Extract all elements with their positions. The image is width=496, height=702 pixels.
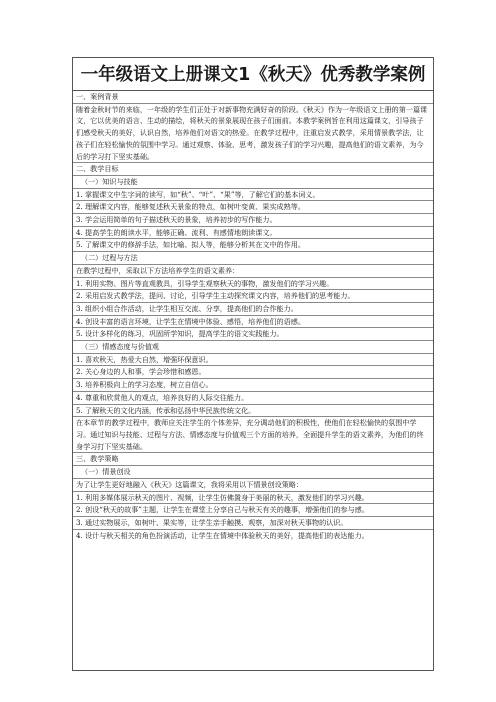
paragraph-row: 3. 学会运用简单的句子描述秋天的景象，培养初步的写作能力。	[73, 214, 433, 227]
paragraph-row: 在教学过程中，采取以下方法培养学生的语文素养：	[73, 265, 433, 278]
section-heading: 一、案例背景	[73, 91, 433, 104]
paragraph-row: 在本章节的教学过程中，教师应关注学生的个体差异，充分调动他们的积极性，使他们在轻松愉快的氛围中学习。通过知识与技能、过程与方法、情感态度与价值观三个方面的培养，全面提升学生的语文素养，为他们的终身学习打下坚实基础。	[73, 417, 433, 453]
paragraph-row: 3. 培养积极向上的学习态度，树立自信心。	[73, 379, 433, 392]
paragraph-row: 2. 创设“秋天的故事”主题，让学生在课堂上分享自己与秋天有关的趣事，增强他们的参与感。	[73, 504, 433, 517]
subsection-heading: （三）情感态度与价值观	[73, 341, 433, 354]
paragraph-row: 5. 设计多样化的练习，巩固所学知识，提高学生的语文实践能力。	[73, 328, 433, 341]
paragraph-row: 3. 组织小组合作活动，让学生相互交流、分享，提高他们的合作能力。	[73, 303, 433, 316]
paragraph-row: 随着金秋时节的来临，一年级的学生们正处于对新事物充满好奇的阶段。《秋天》作为一年级语文上册的第一篇课文，它以优美的语言、生动的描绘，将秋天的景象展现在孩子们面前。本教学案例旨在利用这篇课文，引导孩子们感受秋天的美好，认识自然，培养他们对语文的热爱。在教学过程中，注重启发式教学，采用情景教学法，让孩子们在轻松愉快的氛围中学习。通过观察、体验、思考，激发孩子们的学习兴趣，提高他们的语文素养，为今后的学习打下坚实基础。	[73, 104, 433, 164]
section-heading: 三、教学策略	[73, 453, 433, 466]
document-page	[72, 57, 434, 671]
document-title: 一年级语文上册课文1《秋天》优秀教学案例	[73, 58, 433, 91]
paragraph-row: 为了让学生更好地融入《秋天》这篇课文，我将采用以下情景创设策略：	[73, 479, 433, 492]
subsection-heading: （一）知识与技能	[73, 176, 433, 189]
subsection-heading: （一）情景创设	[73, 466, 433, 479]
paragraph-row: 1. 掌握课文中生字词的读写，如“秋”、“叶”、“果”等，了解它们的基本词义。	[73, 189, 433, 202]
subsection-heading: （二）过程与方法	[73, 252, 433, 265]
paragraph-row: 4. 设计与秋天相关的角色扮演活动，让学生在情境中体验秋天的美好，提高他们的表达能力。	[76, 530, 369, 540]
paragraph-row: 2. 采用启发式教学法，提问、讨论，引导学生主动探究课文内容，培养他们的思考能力。	[73, 290, 433, 303]
paragraph-row: 2. 理解课文内容，能够复述秋天景象的特点，如树叶变黄、果实成熟等。	[73, 201, 433, 214]
paragraph-row: 1. 利用实物、图片等直观教具，引导学生观察秋天的事物，激发他们的学习兴趣。	[73, 278, 433, 291]
paragraph-row: 5. 了解秋天的文化内涵，传承和弘扬中华民族传统文化。	[73, 405, 433, 418]
paragraph-row: 1. 喜欢秋天，热爱大自然，增强环保意识。	[73, 354, 433, 367]
document-body	[73, 91, 433, 541]
paragraph-row: 5. 了解课文中的修辞手法，如比喻、拟人等，能够分析其在文中的作用。	[73, 239, 433, 252]
paragraph-row: 4. 提高学生的朗读水平，能够正确、流利、有感情地朗读课文。	[73, 227, 433, 240]
paragraph-row: 3. 通过实物展示，如树叶、果实等，让学生亲手触摸、观察，加深对秋天事物的认识。	[73, 517, 433, 530]
paragraph-row: 1. 利用多媒体展示秋天的图片、视频，让学生仿佛置身于美丽的秋天，激发他们的学习兴趣。	[73, 492, 433, 505]
paragraph-row: 4. 创设丰富的语言环境，让学生在情境中体验、感悟，培养他们的语感。	[73, 316, 433, 329]
paragraph-row: 4. 尊重和欣赏他人的观点，培养良好的人际交往能力。	[73, 392, 433, 405]
paragraph-row: 2. 关心身边的人和事，学会珍惜和感恩。	[73, 366, 433, 379]
section-heading: 二、教学目标	[73, 163, 433, 176]
